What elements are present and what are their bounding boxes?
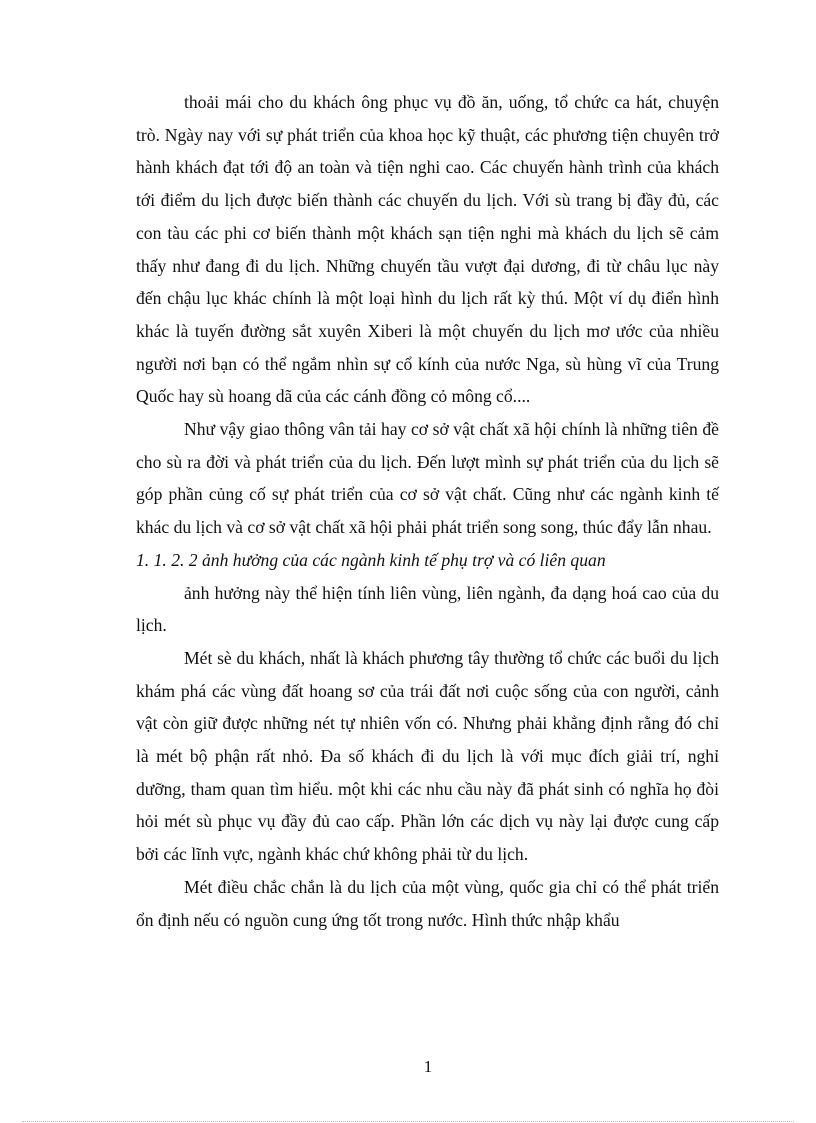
- paragraph-tourist-needs: Mét sè du khách, nhất là khách phương tây thường tổ chức các buổi du lịch khám phá các vùng đất hoang sơ của trái đất nơi cuộc sống của con người, cảnh vật còn giữ được những nét tự nhiên vốn có. Nhưng phải khẳng định rằng đó chỉ là mét bộ phận rất nhỏ. Đa số khách đi du lịch là với mục đích giải trí, nghỉ dưỡng, tham quan tìm hiểu. một khi các nhu cầu này đã phát sinh có nghĩa họ đòi hỏi mét sù phục vụ đầy đủ cao cấp. Phần lớn các dịch vụ này lại được cung cấp bởi các lĩnh vực, ngành khác chứ không phải từ du lịch.: [136, 647, 719, 865]
- page-bottom-divider: [22, 1121, 794, 1122]
- paragraph-infrastructure-premise: Như vậy giao thông vân tải hay cơ sở vật chất xã hội chính là những tiên đề cho sù ra đời và phát triển của du lịch. Đến lượt mình sự phát triển của du lịch sẽ góp phần củng cố sự phát triển của cơ sở vật chất. Cũng như các ngành kinh tế khác du lịch và cơ sở vật chất xã hội phải phát triển song song, thúc đẩy lẫn nhau.: [136, 419, 719, 538]
- section-heading: 1. 1. 2. 2 ảnh hưởng của các ngành kinh tế phụ trợ và có liên quan: [136, 549, 606, 570]
- paragraph-transport-comfort: thoải mái cho du khách ông phục vụ đồ ăn, uống, tổ chức ca hát, chuyện trò. Ngày nay với sự phát triển của khoa học kỹ thuật, các phương tiện chuyên trở hành khách đạt tới độ an toàn và tiện nghi cao. Các chuyến hành trình của khách tới điểm du lịch được biến thành các chuyến du lịch. Với sù trang bị đầy đủ, các con tàu các phi cơ biến thành một khách sạn tiện nghi mà khách du lịch sẽ cảm thấy như đang đi du lịch. Những chuyến tầu vượt đại dương, đi từ châu lục này đến chậu lục khác chính là một loại hình du lịch rất kỳ thú. Một ví dụ điển hình khác là tuyến đường sắt xuyên Xiberi là một chuyến du lịch mơ ước của nhiều người nơi bạn có thể ngắm nhìn sự cổ kính của nước Nga, sù hùng vĩ của Trung Quốc hay sù hoang dã của các cánh đồng cỏ mông cổ....: [136, 92, 719, 407]
- paragraph-inter-sector: ảnh hưởng này thể hiện tính liên vùng, liên ngành, đa dạng hoá cao của du lịch.: [136, 582, 719, 636]
- document-body: [136, 86, 719, 936]
- page-number: 1: [423, 1057, 433, 1076]
- paragraph-domestic-supply: Mét điều chắc chắn là du lịch của một vùng, quốc gia chỉ có thể phát triển ổn định nếu có nguồn cung ứng tốt trong nước. Hình thức nhập khẩu: [136, 876, 719, 930]
